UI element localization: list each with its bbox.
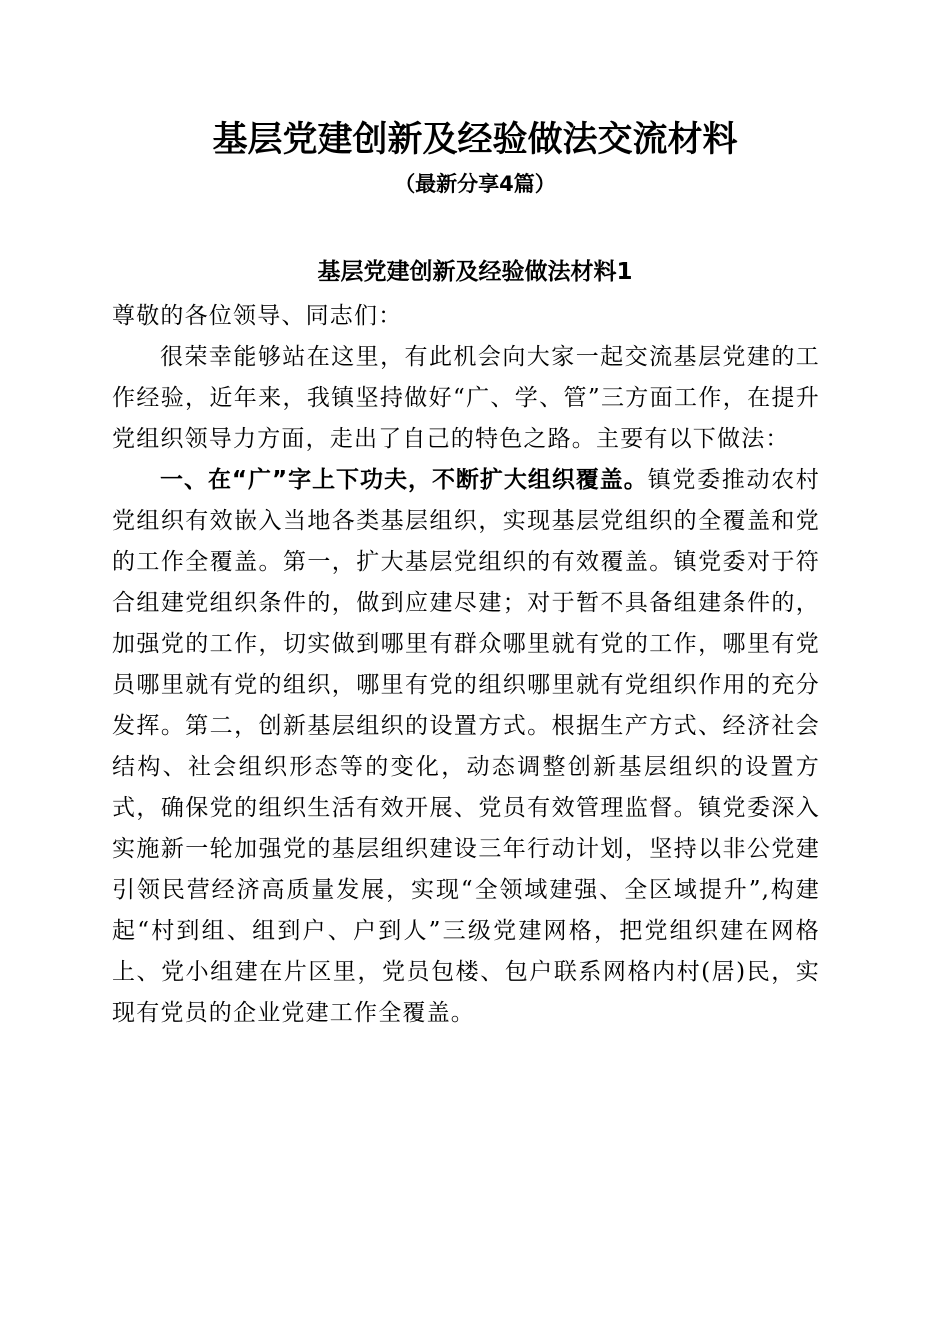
- document-title: 基层党建创新及经验做法交流材料: [212, 120, 738, 160]
- section-title: 基层党建创新及经验做法材料1: [317, 259, 633, 285]
- greeting: 尊敬的各位领导、同志们：: [112, 303, 403, 329]
- point1-text: 镇党委推动农村党组织有效嵌入当地各类基层组织，实现基层党组织的全覆盖和党的工作全覆盖。第一，扩大基层党组织的有效覆盖。镇党委对于符合组建党组织条件的，做到应建尽建；对于暂不具备组建条件的，加强党的工作，切实做到哪里有群众哪里就有党的工作，哪里有党员哪里就有党的组织，哪里有党的组织哪里就有党组织作用的充分发挥。第二，创新基层组织的设置方式。根据生产方式、经济社会结构、社会组织形态等的变化，动态调整创新基层组织的设置方式，确保党的组织生活有效开展、党员有效管理监督。镇党委深入实施新一轮加强党的基层组织建设三年行动计划，坚持以非公党建引领民营经济高质量发展，实现“全领域建强、全区域提升”,构建起“村到组、组到户、户到人”三级党建网格，把党组织建在网格上、党小组建在片区里，党员包楼、包户联系网格内村(居)民，实现有党员的企业党建工作全覆盖。: [112, 467, 820, 1026]
- point1-paragraph: [112, 460, 820, 1034]
- document-body: [112, 296, 820, 1034]
- point1-heading: 一、在“广”字上下功夫，不断扩大组织覆盖。: [160, 467, 648, 493]
- document-subtitle: （最新分享4篇）: [394, 172, 556, 196]
- intro-paragraph: 很荣幸能够站在这里，有此机会向大家一起交流基层党建的工作经验，近年来，我镇坚持做好“广、学、管”三方面工作，在提升党组织领导力方面，走出了自己的特色之路。主要有以下做法：: [112, 344, 820, 452]
